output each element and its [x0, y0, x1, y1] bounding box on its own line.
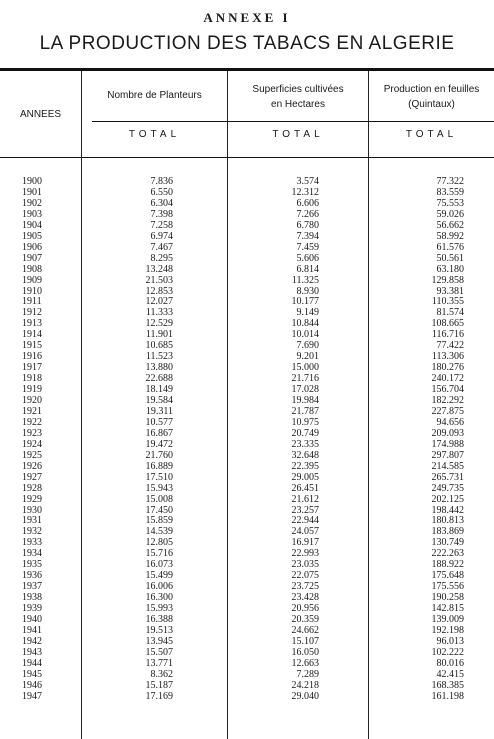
surface-cell: 22.075: [291, 570, 319, 582]
planters-cell: 16.006: [145, 581, 173, 593]
surface-cell: 16.050: [291, 646, 319, 658]
production-cell: 174.988: [431, 438, 464, 450]
planters-cell: 15.008: [145, 493, 173, 505]
surface-cell: 12.312: [291, 186, 319, 198]
table-row: [0, 658, 494, 669]
surface-cell: 20.359: [291, 614, 319, 625]
surface-cell: 21.716: [291, 373, 319, 385]
planters-cell: 15.187: [145, 679, 173, 691]
surface-cell: 29.005: [291, 471, 319, 483]
year-cell: 1908: [22, 263, 42, 275]
surface-cell: 7.289: [296, 668, 319, 680]
table-row: [0, 187, 494, 198]
surface-cell: 16.917: [291, 537, 319, 549]
year-cell: 1939: [22, 603, 42, 615]
table-row: [0, 505, 494, 516]
planters-cell: 12.027: [145, 296, 173, 308]
surface-cell: 20.956: [291, 603, 319, 615]
surface-cell: 17.028: [291, 384, 319, 396]
table-row: [0, 428, 494, 439]
planters-cell: 16.388: [145, 614, 173, 625]
production-cell: 161.198: [431, 690, 464, 702]
planters-cell: 15.507: [145, 646, 173, 658]
production-cell: 56.662: [436, 219, 464, 231]
surface-cell: 24.662: [291, 624, 319, 636]
planters-cell: 11.523: [145, 351, 173, 363]
table-row: [0, 417, 494, 428]
planters-cell: 15.716: [145, 548, 173, 560]
year-cell: 1921: [22, 405, 42, 417]
top-rule: [0, 68, 494, 71]
table-row: [0, 220, 494, 231]
year-cell: 1940: [22, 614, 42, 625]
planters-cell: 14.539: [145, 526, 173, 538]
planters-cell: 12.805: [145, 537, 173, 549]
table-row: [0, 231, 494, 242]
year-cell: 1936: [22, 570, 42, 582]
production-cell: 113.306: [431, 351, 464, 363]
production-cell: 129.858: [431, 274, 464, 286]
production-cell: 81.574: [436, 307, 464, 319]
table-row: [0, 296, 494, 307]
table-row: [0, 406, 494, 417]
table-row: [0, 373, 494, 384]
planters-cell: 7.398: [150, 208, 173, 220]
planters-cell: 15.499: [145, 570, 173, 582]
surface-cell: 10.177: [291, 296, 319, 308]
production-cell: 209.093: [431, 427, 464, 439]
surface-cell: 6.606: [296, 197, 319, 209]
year-cell: 1906: [22, 241, 42, 253]
production-cell: 108.665: [431, 318, 464, 330]
table-row: [0, 548, 494, 559]
year-cell: 1920: [22, 395, 42, 406]
year-cell: 1911: [22, 296, 42, 308]
production-cell: 77.322: [436, 176, 464, 187]
year-cell: 1907: [22, 252, 42, 264]
year-cell: 1944: [22, 657, 42, 669]
production-cell: 110.355: [431, 296, 464, 308]
year-cell: 1941: [22, 624, 42, 636]
production-cell: 198.442: [431, 504, 464, 516]
production-cell: 202.125: [431, 493, 464, 505]
header-surface-line1: Superficies cultivées: [252, 84, 344, 95]
production-cell: 139.009: [431, 614, 464, 625]
page-title: LA PRODUCTION DES TABACS EN ALGERIE: [39, 33, 455, 54]
table-row: [0, 307, 494, 318]
year-cell: 1912: [22, 307, 42, 319]
table-row: [0, 362, 494, 373]
year-cell: 1919: [22, 384, 42, 396]
year-cell: 1935: [22, 559, 42, 571]
production-cell: 214.585: [431, 460, 464, 472]
surface-cell: 6.814: [296, 263, 319, 275]
planters-cell: 19.472: [145, 438, 173, 450]
table-row: [0, 318, 494, 329]
production-cell: 58.992: [436, 230, 464, 242]
year-cell: 1931: [22, 515, 42, 527]
production-cell: 240.172: [431, 373, 464, 385]
surface-cell: 7.394: [296, 230, 319, 242]
table-row: [0, 340, 494, 351]
production-cell: 265.731: [431, 471, 464, 483]
year-cell: 1915: [22, 340, 42, 352]
table-row: [0, 450, 494, 461]
surface-cell: 23.428: [291, 592, 319, 604]
surface-cell: 5.606: [296, 252, 319, 264]
table-row: [0, 570, 494, 581]
production-cell: 175.648: [431, 570, 464, 582]
year-cell: 1903: [22, 208, 42, 220]
year-cell: 1902: [22, 197, 42, 209]
header-production-line1: Production en feuilles: [383, 84, 480, 95]
production-cell: 175.556: [431, 581, 464, 593]
header-production: [369, 82, 494, 112]
production-cell: 77.422: [436, 340, 464, 352]
total-label-surface: TOTAL: [272, 129, 324, 140]
surface-cell: 24.218: [291, 679, 319, 691]
planters-cell: 8.362: [150, 668, 173, 680]
year-cell: 1934: [22, 548, 42, 560]
production-cell: 190.258: [431, 592, 464, 604]
table-row: [0, 614, 494, 625]
production-cell: 59.026: [436, 208, 464, 220]
year-cell: 1905: [22, 230, 42, 242]
planters-cell: 6.550: [150, 186, 173, 198]
surface-cell: 20.749: [291, 427, 319, 439]
table-row: [0, 691, 494, 702]
year-cell: 1916: [22, 351, 42, 363]
production-cell: 50.561: [436, 252, 464, 264]
surface-cell: 23.257: [291, 504, 319, 516]
planters-cell: 11.901: [145, 329, 173, 341]
planters-cell: 12.529: [145, 318, 173, 330]
year-cell: 1909: [22, 274, 42, 286]
year-cell: 1914: [22, 329, 42, 341]
surface-cell: 22.395: [291, 460, 319, 472]
production-cell: 249.735: [431, 482, 464, 494]
year-cell: 1929: [22, 493, 42, 505]
planters-cell: 15.943: [145, 482, 173, 494]
surface-cell: 22.944: [291, 515, 319, 527]
year-cell: 1937: [22, 581, 42, 593]
planters-cell: 13.945: [145, 635, 173, 647]
year-cell: 1923: [22, 427, 42, 439]
table-row: [0, 242, 494, 253]
year-cell: 1942: [22, 635, 42, 647]
header-bottom-rule: [0, 157, 494, 158]
production-cell: 227.875: [431, 405, 464, 417]
planters-cell: 7.836: [150, 176, 173, 187]
production-cell: 222.263: [431, 548, 464, 560]
table-row: [0, 395, 494, 406]
surface-cell: 26.451: [291, 482, 319, 494]
surface-cell: 8.930: [296, 285, 319, 297]
planters-cell: 18.149: [145, 384, 173, 396]
table-row: [0, 603, 494, 614]
annexe-label: ANNEXE I: [203, 10, 291, 25]
table-row: [0, 625, 494, 636]
planters-cell: 19.513: [145, 624, 173, 636]
production-cell: 42.415: [436, 668, 464, 680]
production-cell: 192.198: [431, 624, 464, 636]
planters-cell: 16.073: [145, 559, 173, 571]
surface-cell: 29.040: [291, 690, 319, 702]
surface-cell: 23.725: [291, 581, 319, 593]
planters-cell: 15.993: [145, 603, 173, 615]
planters-cell: 7.467: [150, 241, 173, 253]
production-cell: 83.559: [436, 186, 464, 198]
planters-cell: 7.258: [150, 219, 173, 231]
surface-cell: 15.107: [291, 635, 319, 647]
total-label-planters: TOTAL: [128, 129, 181, 140]
planters-cell: 19.584: [145, 395, 173, 406]
surface-cell: 9.201: [296, 351, 319, 363]
year-cell: 1925: [22, 449, 42, 461]
surface-cell: 7.690: [296, 340, 319, 352]
year-cell: 1933: [22, 537, 42, 549]
surface-cell: 3.574: [296, 176, 319, 187]
production-cell: 182.292: [431, 395, 464, 406]
table-row: [0, 472, 494, 483]
header-years: ANNEES: [19, 109, 62, 120]
planters-cell: 15.859: [145, 515, 173, 527]
planters-cell: 19.311: [145, 405, 173, 417]
surface-cell: 21.612: [291, 493, 319, 505]
table-row: [0, 253, 494, 264]
production-cell: 180.276: [431, 362, 464, 374]
planters-cell: 16.300: [145, 592, 173, 604]
table-row: [0, 209, 494, 220]
planters-cell: 10.685: [145, 340, 173, 352]
production-cell: 116.716: [431, 329, 464, 341]
year-cell: 1926: [22, 460, 42, 472]
table-row: [0, 647, 494, 658]
table-row: [0, 439, 494, 450]
surface-cell: 23.335: [291, 438, 319, 450]
surface-cell: 10.844: [291, 318, 319, 330]
table-row: [0, 581, 494, 592]
planters-cell: 17.510: [145, 471, 173, 483]
production-cell: 183.869: [431, 526, 464, 538]
surface-cell: 10.014: [291, 329, 319, 341]
production-cell: 142.815: [431, 603, 464, 615]
year-cell: 1943: [22, 646, 42, 658]
table-row: [0, 483, 494, 494]
year-cell: 1945: [22, 668, 42, 680]
year-cell: 1918: [22, 373, 42, 385]
planters-cell: 21.503: [145, 274, 173, 286]
year-cell: 1910: [22, 285, 42, 297]
production-cell: 297.807: [431, 449, 464, 461]
surface-cell: 12.663: [291, 657, 319, 669]
table-row: [0, 636, 494, 647]
header-surface-line2: en Hectares: [271, 99, 325, 110]
header-production-line2: (Quintaux): [408, 99, 455, 110]
surface-cell: 7.266: [296, 208, 319, 220]
planters-cell: 13.880: [145, 362, 173, 374]
surface-cell: 15.000: [291, 362, 319, 374]
table-row: [0, 351, 494, 362]
surface-cell: 23.035: [291, 559, 319, 571]
table-row: [0, 592, 494, 603]
year-cell: 1946: [22, 679, 42, 691]
planters-cell: 13.248: [145, 263, 173, 275]
production-cell: 93.381: [436, 285, 464, 297]
planters-cell: 22.688: [145, 373, 173, 385]
year-cell: 1900: [22, 176, 42, 187]
table-row: [0, 680, 494, 691]
year-cell: 1932: [22, 526, 42, 538]
table-row: [0, 559, 494, 570]
planters-cell: 10.577: [145, 416, 173, 428]
planters-cell: 13.771: [145, 657, 173, 669]
table-row: [0, 537, 494, 548]
planters-cell: 17.169: [145, 690, 173, 702]
production-cell: 80.016: [436, 657, 464, 669]
production-cell: 75.553: [436, 197, 464, 209]
year-cell: 1901: [22, 186, 42, 198]
header-rule: [92, 121, 494, 122]
planters-cell: 16.867: [145, 427, 173, 439]
table-row: [0, 494, 494, 505]
year-cell: 1917: [22, 362, 42, 374]
planters-cell: 6.974: [150, 230, 173, 242]
surface-cell: 6.780: [296, 219, 319, 231]
year-cell: 1922: [22, 416, 42, 428]
planters-cell: 17.450: [145, 504, 173, 516]
planters-cell: 8.295: [150, 252, 173, 264]
year-cell: 1904: [22, 219, 42, 231]
production-cell: 96.013: [436, 635, 464, 647]
planters-cell: 11.333: [145, 307, 173, 319]
production-cell: 168.385: [431, 679, 464, 691]
surface-cell: 22.993: [291, 548, 319, 560]
production-cell: 130.749: [431, 537, 464, 549]
planters-cell: 12.853: [145, 285, 173, 297]
year-cell: 1927: [22, 471, 42, 483]
surface-cell: 21.787: [291, 405, 319, 417]
year-cell: 1928: [22, 482, 42, 494]
table-row: [0, 329, 494, 340]
surface-cell: 24.057: [291, 526, 319, 538]
table-row: [0, 264, 494, 275]
table-row: [0, 461, 494, 472]
planters-cell: 6.304: [150, 197, 173, 209]
year-cell: 1924: [22, 438, 42, 450]
production-cell: 156.704: [431, 384, 464, 396]
surface-cell: 10.975: [291, 416, 319, 428]
total-label-production: TOTAL: [405, 129, 458, 140]
table-row: [0, 176, 494, 187]
surface-cell: 32.648: [291, 449, 319, 461]
planters-cell: 16.889: [145, 460, 173, 472]
year-cell: 1913: [22, 318, 42, 330]
planters-cell: 21.760: [145, 449, 173, 461]
table-row: [0, 198, 494, 209]
production-cell: 102.222: [431, 646, 464, 658]
surface-cell: 11.325: [291, 274, 319, 286]
header-planters: Nombre de Planteurs: [107, 90, 202, 101]
table-row: [0, 286, 494, 297]
production-cell: 94.656: [436, 416, 464, 428]
year-cell: 1947: [22, 690, 42, 702]
header-surface: [228, 82, 368, 112]
surface-cell: 9.149: [296, 307, 319, 319]
surface-cell: 19.984: [291, 395, 319, 406]
table-row: [0, 669, 494, 680]
production-cell: 61.576: [436, 241, 464, 253]
table-row: [0, 526, 494, 537]
year-cell: 1938: [22, 592, 42, 604]
table-row: [0, 384, 494, 395]
table-row: [0, 275, 494, 286]
production-cell: 180.813: [431, 515, 464, 527]
surface-cell: 7.459: [296, 241, 319, 253]
production-cell: 63.180: [436, 263, 464, 275]
year-cell: 1930: [22, 504, 42, 516]
table-row: [0, 515, 494, 526]
production-cell: 188.922: [431, 559, 464, 571]
